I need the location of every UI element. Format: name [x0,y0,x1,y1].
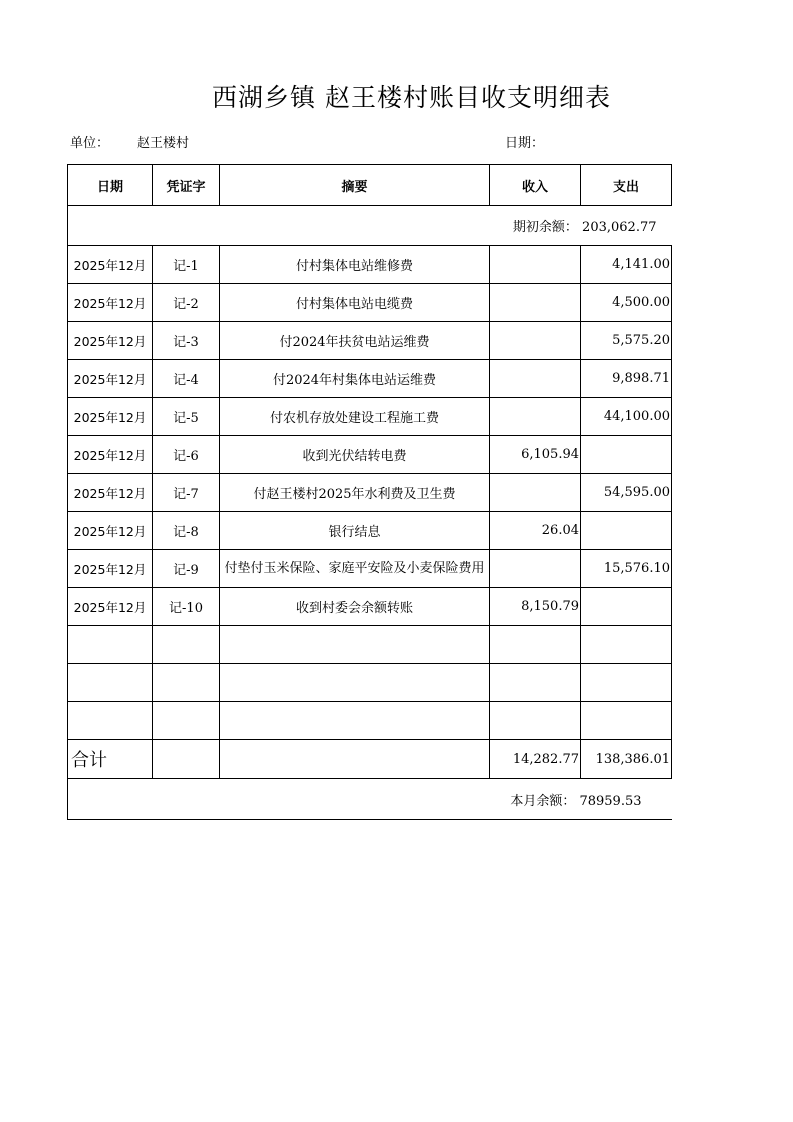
row-date: 2025年12月 [68,474,153,512]
table-row [68,322,672,360]
row-income: 26.04 [490,512,581,550]
total-row [68,740,672,779]
row-expense [581,436,672,474]
row-summary: 付赵王楼村2025年水利费及卫生费 [220,474,490,512]
row-expense [581,588,672,626]
row-income: 8,150.79 [490,588,581,626]
row-date: 2025年12月 [68,588,153,626]
table-row [68,360,672,398]
empty-cell [153,740,220,779]
row-date: 2025年12月 [68,284,153,322]
header-row [68,165,672,206]
header-expense: 支出 [581,165,672,206]
unit-label: 单位： [70,136,110,151]
empty-cell [68,664,153,702]
row-income [490,550,581,588]
row-expense: 15,576.10 [581,550,672,588]
row-date: 2025年12月 [68,246,153,284]
empty-cell [68,702,153,740]
header-summary: 摘要 [220,165,490,206]
row-income [490,322,581,360]
empty-cell [153,702,220,740]
empty-cell [490,664,581,702]
row-date: 2025年12月 [68,398,153,436]
table-row [68,246,672,284]
opening-balance-row [68,206,672,246]
row-expense: 54,595.00 [581,474,672,512]
table-row [68,284,672,322]
ledger-table [67,164,672,820]
row-voucher: 记-3 [153,322,220,360]
header-date: 日期 [68,165,153,206]
empty-cell [581,664,672,702]
empty-row [68,664,672,702]
closing-balance: 本月余额： 78959.53 [68,779,672,820]
empty-cell [490,702,581,740]
row-voucher: 记-7 [153,474,220,512]
row-expense: 4,500.00 [581,284,672,322]
header-income: 收入 [490,165,581,206]
empty-cell [490,626,581,664]
row-expense: 44,100.00 [581,398,672,436]
row-income [490,360,581,398]
row-date: 2025年12月 [68,512,153,550]
row-summary: 付村集体电站电缆费 [220,284,490,322]
total-label: 合计 [68,740,153,779]
row-expense: 9,898.71 [581,360,672,398]
empty-row [68,626,672,664]
row-summary: 付2024年村集体电站运维费 [220,360,490,398]
row-voucher: 记-2 [153,284,220,322]
empty-cell [153,626,220,664]
total-income: 14,282.77 [490,740,581,779]
table-row [68,550,672,588]
row-income: 6,105.94 [490,436,581,474]
row-summary: 付村集体电站维修费 [220,246,490,284]
row-date: 2025年12月 [68,360,153,398]
empty-cell [220,664,490,702]
empty-cell [581,702,672,740]
table-row [68,512,672,550]
row-summary: 银行结息 [220,512,490,550]
date-label: 日期： [505,136,545,151]
table-row [68,436,672,474]
table-row [68,474,672,512]
page-title: 西湖乡镇 赵王楼村账目收支明细表 [212,83,611,112]
row-voucher: 记-5 [153,398,220,436]
opening-balance: 期初余额： 203,062.77 [68,206,672,246]
row-summary: 收到村委会余额转账 [220,588,490,626]
row-voucher: 记-1 [153,246,220,284]
row-expense [581,512,672,550]
row-summary: 收到光伏结转电费 [220,436,490,474]
row-income [490,246,581,284]
row-voucher: 记-9 [153,550,220,588]
row-date: 2025年12月 [68,322,153,360]
header-voucher: 凭证字 [153,165,220,206]
row-expense: 5,575.20 [581,322,672,360]
unit-value: 赵王楼村 [137,136,190,151]
empty-cell [220,626,490,664]
row-date: 2025年12月 [68,436,153,474]
row-income [490,398,581,436]
row-summary: 付农机存放处建设工程施工费 [220,398,490,436]
empty-cell [220,702,490,740]
empty-cell [581,626,672,664]
row-voucher: 记-6 [153,436,220,474]
row-summary: 付2024年扶贫电站运维费 [220,322,490,360]
empty-cell [153,664,220,702]
empty-cell [220,740,490,779]
row-expense: 4,141.00 [581,246,672,284]
row-date: 2025年12月 [68,550,153,588]
table-row [68,588,672,626]
row-income [490,474,581,512]
empty-cell [68,626,153,664]
closing-balance-row [68,779,672,820]
total-expense: 138,386.01 [581,740,672,779]
row-voucher: 记-10 [153,588,220,626]
row-summary: 付垫付玉米保险、家庭平安险及小麦保险费用 [220,550,490,588]
row-income [490,284,581,322]
row-voucher: 记-8 [153,512,220,550]
row-voucher: 记-4 [153,360,220,398]
empty-row [68,702,672,740]
table-row [68,398,672,436]
